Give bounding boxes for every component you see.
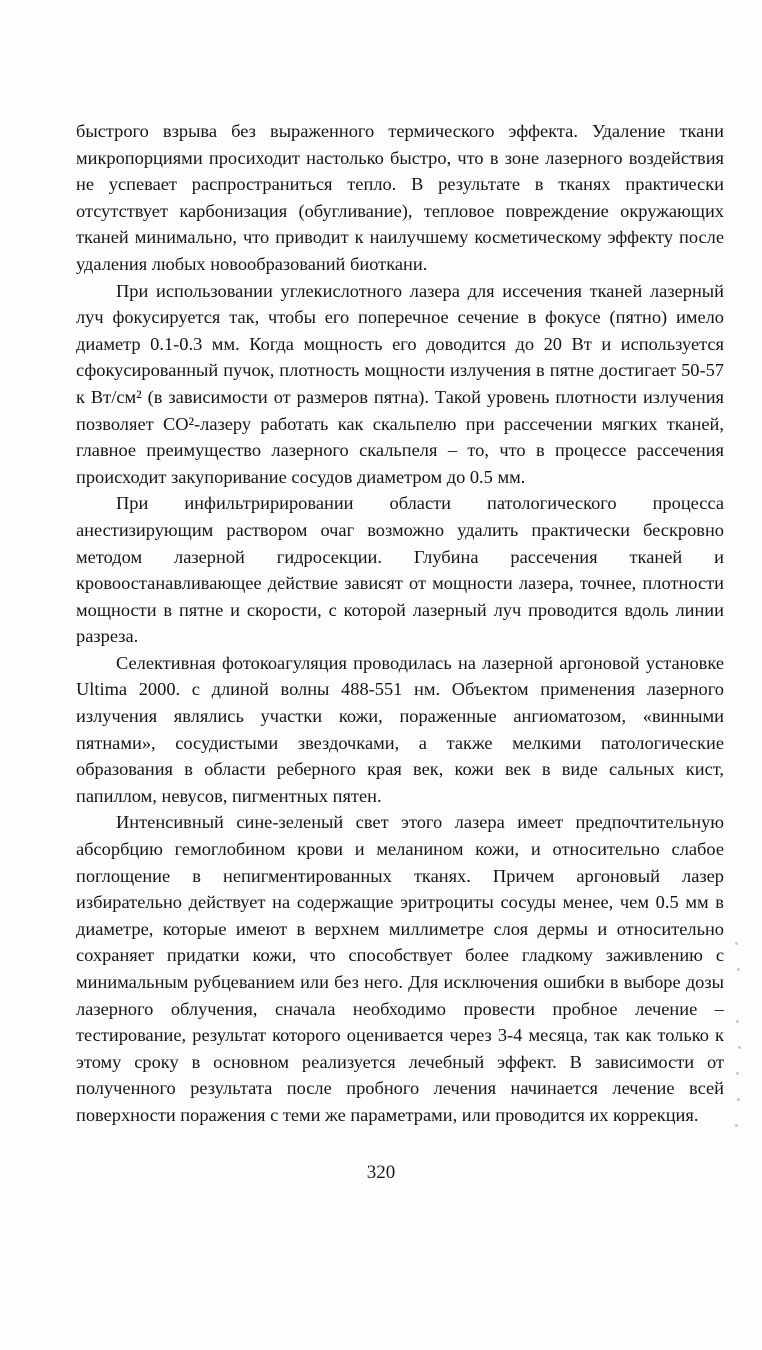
paragraph-1: быстрого взрыва без выраженного термического эффекта. Удаление ткани микропорциями просиходит настолько быстро, что в зоне лазерного воздействия не успевает распространиться тепло. В результате в тканях практически отсутствует карбонизация (обугливание), тепловое повреждение окружающих тканей минимально, что приводит к наилучшему косметическому эффекту после удаления любых новообразований биоткани. [76,121,724,274]
paragraph-4: Селективная фотокоагуляция проводилась на лазерной аргоновой установке Ultima 2000. с длиной волны 488-551 нм. Объектом применения лазерного излучения являлись участки кожи, пораженные ангиоматозом, «винными пятнами», сосудистыми звездочками, а также мелкими патологические образования в области реберного края век, кожи век в виде сальных кист, папиллом, невусов, пигментных пятен. [76,652,724,806]
scan-speck [737,1098,740,1101]
scan-speck [735,1124,738,1127]
page-number: 320 [366,1162,396,1183]
scan-speck [735,942,738,945]
scan-speck [738,1046,741,1049]
paragraph-2: При использовании углекислотного лазера для иссечения тканей лазерный луч фокусируется так, чтобы его поперечное сечение в фокусе (пятно) имело диаметр 0.1-0.3 мм. Когда мощность его доводится до 20 Вт и используется сфокусированный пучок, плотность мощности излучения в пятне достигает 50-57 к Вт/см² (в зависимости от размеров пятна). Такой уровень плотности излучения позволяет CO²-лазеру работать как скальпелю при рассечении мягких тканей, главное преимущество лазерного скальпеля – то, что в процессе рассечения происходит закупоривание сосудов диаметром до 0.5 мм. [76,280,724,487]
paragraph-3: При инфильтририровании области патологического процесса анестизирующим раствором очаг возможно удалить практически бескровно методом лазерной гидросекции. Глубина рассечения тканей и кровоостанавливающее действие зависят от мощности лазера, точнее, плотности мощности в пятне и скорости, с которой лазерный луч проводится вдоль линии разреза. [76,493,724,647]
paragraph-5: Интенсивный сине-зеленый свет этого лазера имеет предпочтительную абсорбцию гемоглобином крови и меланином кожи, и относительно слабое поглощение в непигментированных тканях. Причем аргоновый лазер избирательно действует на содержащие эритроциты сосуды менее, чем 0.5 мм в диаметре, которые имеют в верхнем миллиметре слоя дермы и относительно сохраняет придатки кожи, что способствует более гладкому заживлению с минимальным рубцеванием или без него. Для исключения ошибки в выборе дозы лазерного облучения, сначала необходимо провести пробное лечение – тестирование, результат которого оценивается через 3-4 месяца, так как только к этому сроку в основном реализуется лечебный эффект. В зависимости от полученного результата после пробного лечения начинается лечение всей поверхности поражения с теми же параметрами, или проводится их коррекция. [76,812,724,1125]
scan-speck [737,968,740,971]
body-text [76,118,724,1129]
scan-speck [736,1020,739,1023]
scan-speck [736,1072,739,1075]
